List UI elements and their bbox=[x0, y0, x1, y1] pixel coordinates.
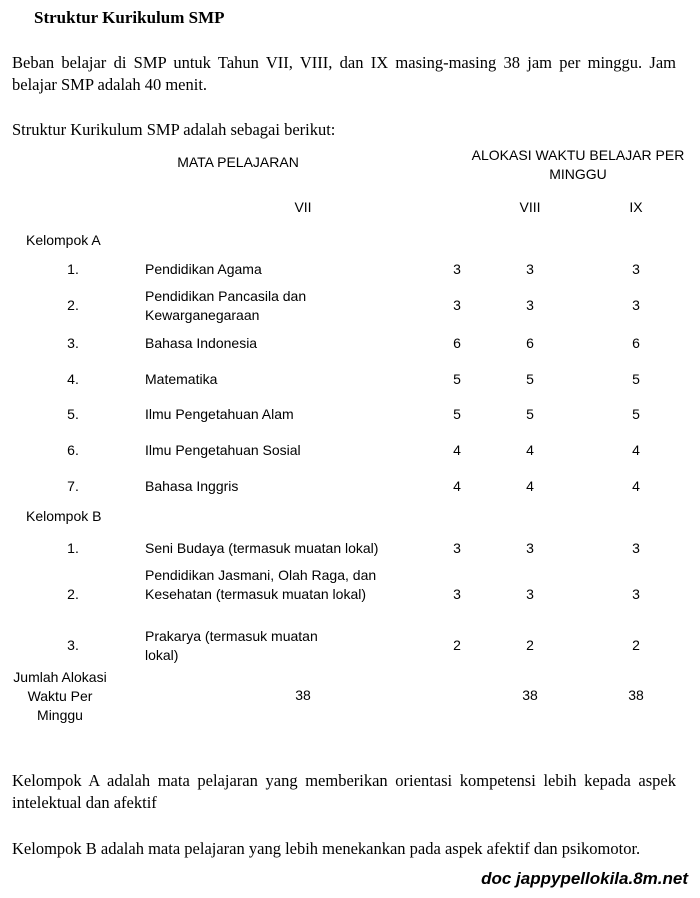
row-value-ix: 5 bbox=[632, 371, 640, 387]
total-ix: 38 bbox=[628, 687, 644, 703]
row-value-vii: 3 bbox=[453, 297, 461, 313]
row-value-ix: 3 bbox=[632, 586, 640, 602]
group-b-label: Kelompok B bbox=[26, 508, 102, 524]
row-value-viii: 4 bbox=[526, 442, 534, 458]
row-number: 1. bbox=[67, 540, 79, 556]
total-vii: 38 bbox=[295, 687, 311, 703]
row-value-vii: 5 bbox=[453, 371, 461, 387]
row-value-ix: 3 bbox=[632, 297, 640, 313]
header-allocation: ALOKASI WAKTU BELAJAR PER MINGGU bbox=[471, 147, 685, 182]
row-value-vii: 4 bbox=[453, 478, 461, 494]
row-number: 2. bbox=[67, 297, 79, 313]
row-value-ix: 2 bbox=[632, 637, 640, 653]
row-number: 7. bbox=[67, 478, 79, 494]
watermark-text: doc jappypellokila.8m.net bbox=[481, 869, 688, 888]
page-title: Struktur Kurikulum SMP bbox=[34, 8, 225, 27]
row-subject: Pendidikan Agama bbox=[145, 261, 262, 277]
row-value-ix: 3 bbox=[632, 261, 640, 277]
row-value-viii: 5 bbox=[526, 371, 534, 387]
row-value-viii: 3 bbox=[526, 586, 534, 602]
row-value-viii: 6 bbox=[526, 335, 534, 351]
row-subject: Prakarya (termasuk muatan lokal) bbox=[145, 628, 318, 663]
row-number: 5. bbox=[67, 406, 79, 422]
row-value-ix: 6 bbox=[632, 335, 640, 351]
row-subject: Bahasa Indonesia bbox=[145, 335, 258, 351]
header-subject: MATA PELAJARAN bbox=[177, 154, 299, 170]
group-a-label: Kelompok A bbox=[26, 232, 101, 248]
row-value-vii: 3 bbox=[453, 261, 461, 277]
note-group-a: Kelompok A adalah mata pelajaran yang memberikan orientasi kompetensi lebih kepada aspek intelektual dan afektif bbox=[12, 771, 676, 812]
intro-paragraph: Beban belajar di SMP untuk Tahun VII, VIII, dan IX masing-masing 38 jam per minggu. Jam belajar SMP adalah 40 menit. bbox=[12, 53, 676, 94]
row-number: 1. bbox=[67, 261, 79, 277]
total-label: Jumlah Alokasi Waktu Per Minggu bbox=[13, 669, 107, 723]
row-value-vii: 3 bbox=[453, 586, 461, 602]
row-subject: Bahasa Inggris bbox=[145, 478, 239, 494]
row-subject: Ilmu Pengetahuan Alam bbox=[145, 406, 294, 422]
row-number: 3. bbox=[67, 335, 79, 351]
row-value-vii: 3 bbox=[453, 540, 461, 556]
row-value-ix: 5 bbox=[632, 406, 640, 422]
row-subject: Pendidikan Pancasila dan Kewarganegaraan bbox=[145, 288, 307, 323]
row-subject: Seni Budaya (termasuk muatan lokal) bbox=[145, 540, 379, 556]
row-value-viii: 2 bbox=[526, 637, 534, 653]
row-value-vii: 4 bbox=[453, 442, 461, 458]
row-number: 2. bbox=[67, 586, 79, 602]
row-value-vii: 5 bbox=[453, 406, 461, 422]
row-value-ix: 4 bbox=[632, 478, 640, 494]
row-number: 3. bbox=[67, 637, 79, 653]
row-value-viii: 3 bbox=[526, 540, 534, 556]
note-group-b: Kelompok B adalah mata pelajaran yang lebih menekankan pada aspek afektif dan psikomotor. bbox=[12, 839, 641, 858]
grade-ix-header: IX bbox=[629, 199, 643, 215]
row-value-viii: 3 bbox=[526, 261, 534, 277]
row-value-viii: 5 bbox=[526, 406, 534, 422]
table-intro: Struktur Kurikulum SMP adalah sebagai berikut: bbox=[12, 120, 336, 139]
row-value-viii: 4 bbox=[526, 478, 534, 494]
row-value-vii: 6 bbox=[453, 335, 461, 351]
row-number: 6. bbox=[67, 442, 79, 458]
row-subject: Matematika bbox=[145, 371, 218, 387]
total-viii: 38 bbox=[522, 687, 538, 703]
row-value-ix: 4 bbox=[632, 442, 640, 458]
grade-vii-header: VII bbox=[294, 199, 312, 215]
row-value-ix: 3 bbox=[632, 540, 640, 556]
row-value-vii: 2 bbox=[453, 637, 461, 653]
grade-viii-header: VIII bbox=[519, 199, 541, 215]
row-value-viii: 3 bbox=[526, 297, 534, 313]
row-subject: Ilmu Pengetahuan Sosial bbox=[145, 442, 301, 458]
row-subject: Pendidikan Jasmani, Olah Raga, dan Kesehatan (termasuk muatan lokal) bbox=[145, 567, 377, 602]
row-number: 4. bbox=[67, 371, 79, 387]
